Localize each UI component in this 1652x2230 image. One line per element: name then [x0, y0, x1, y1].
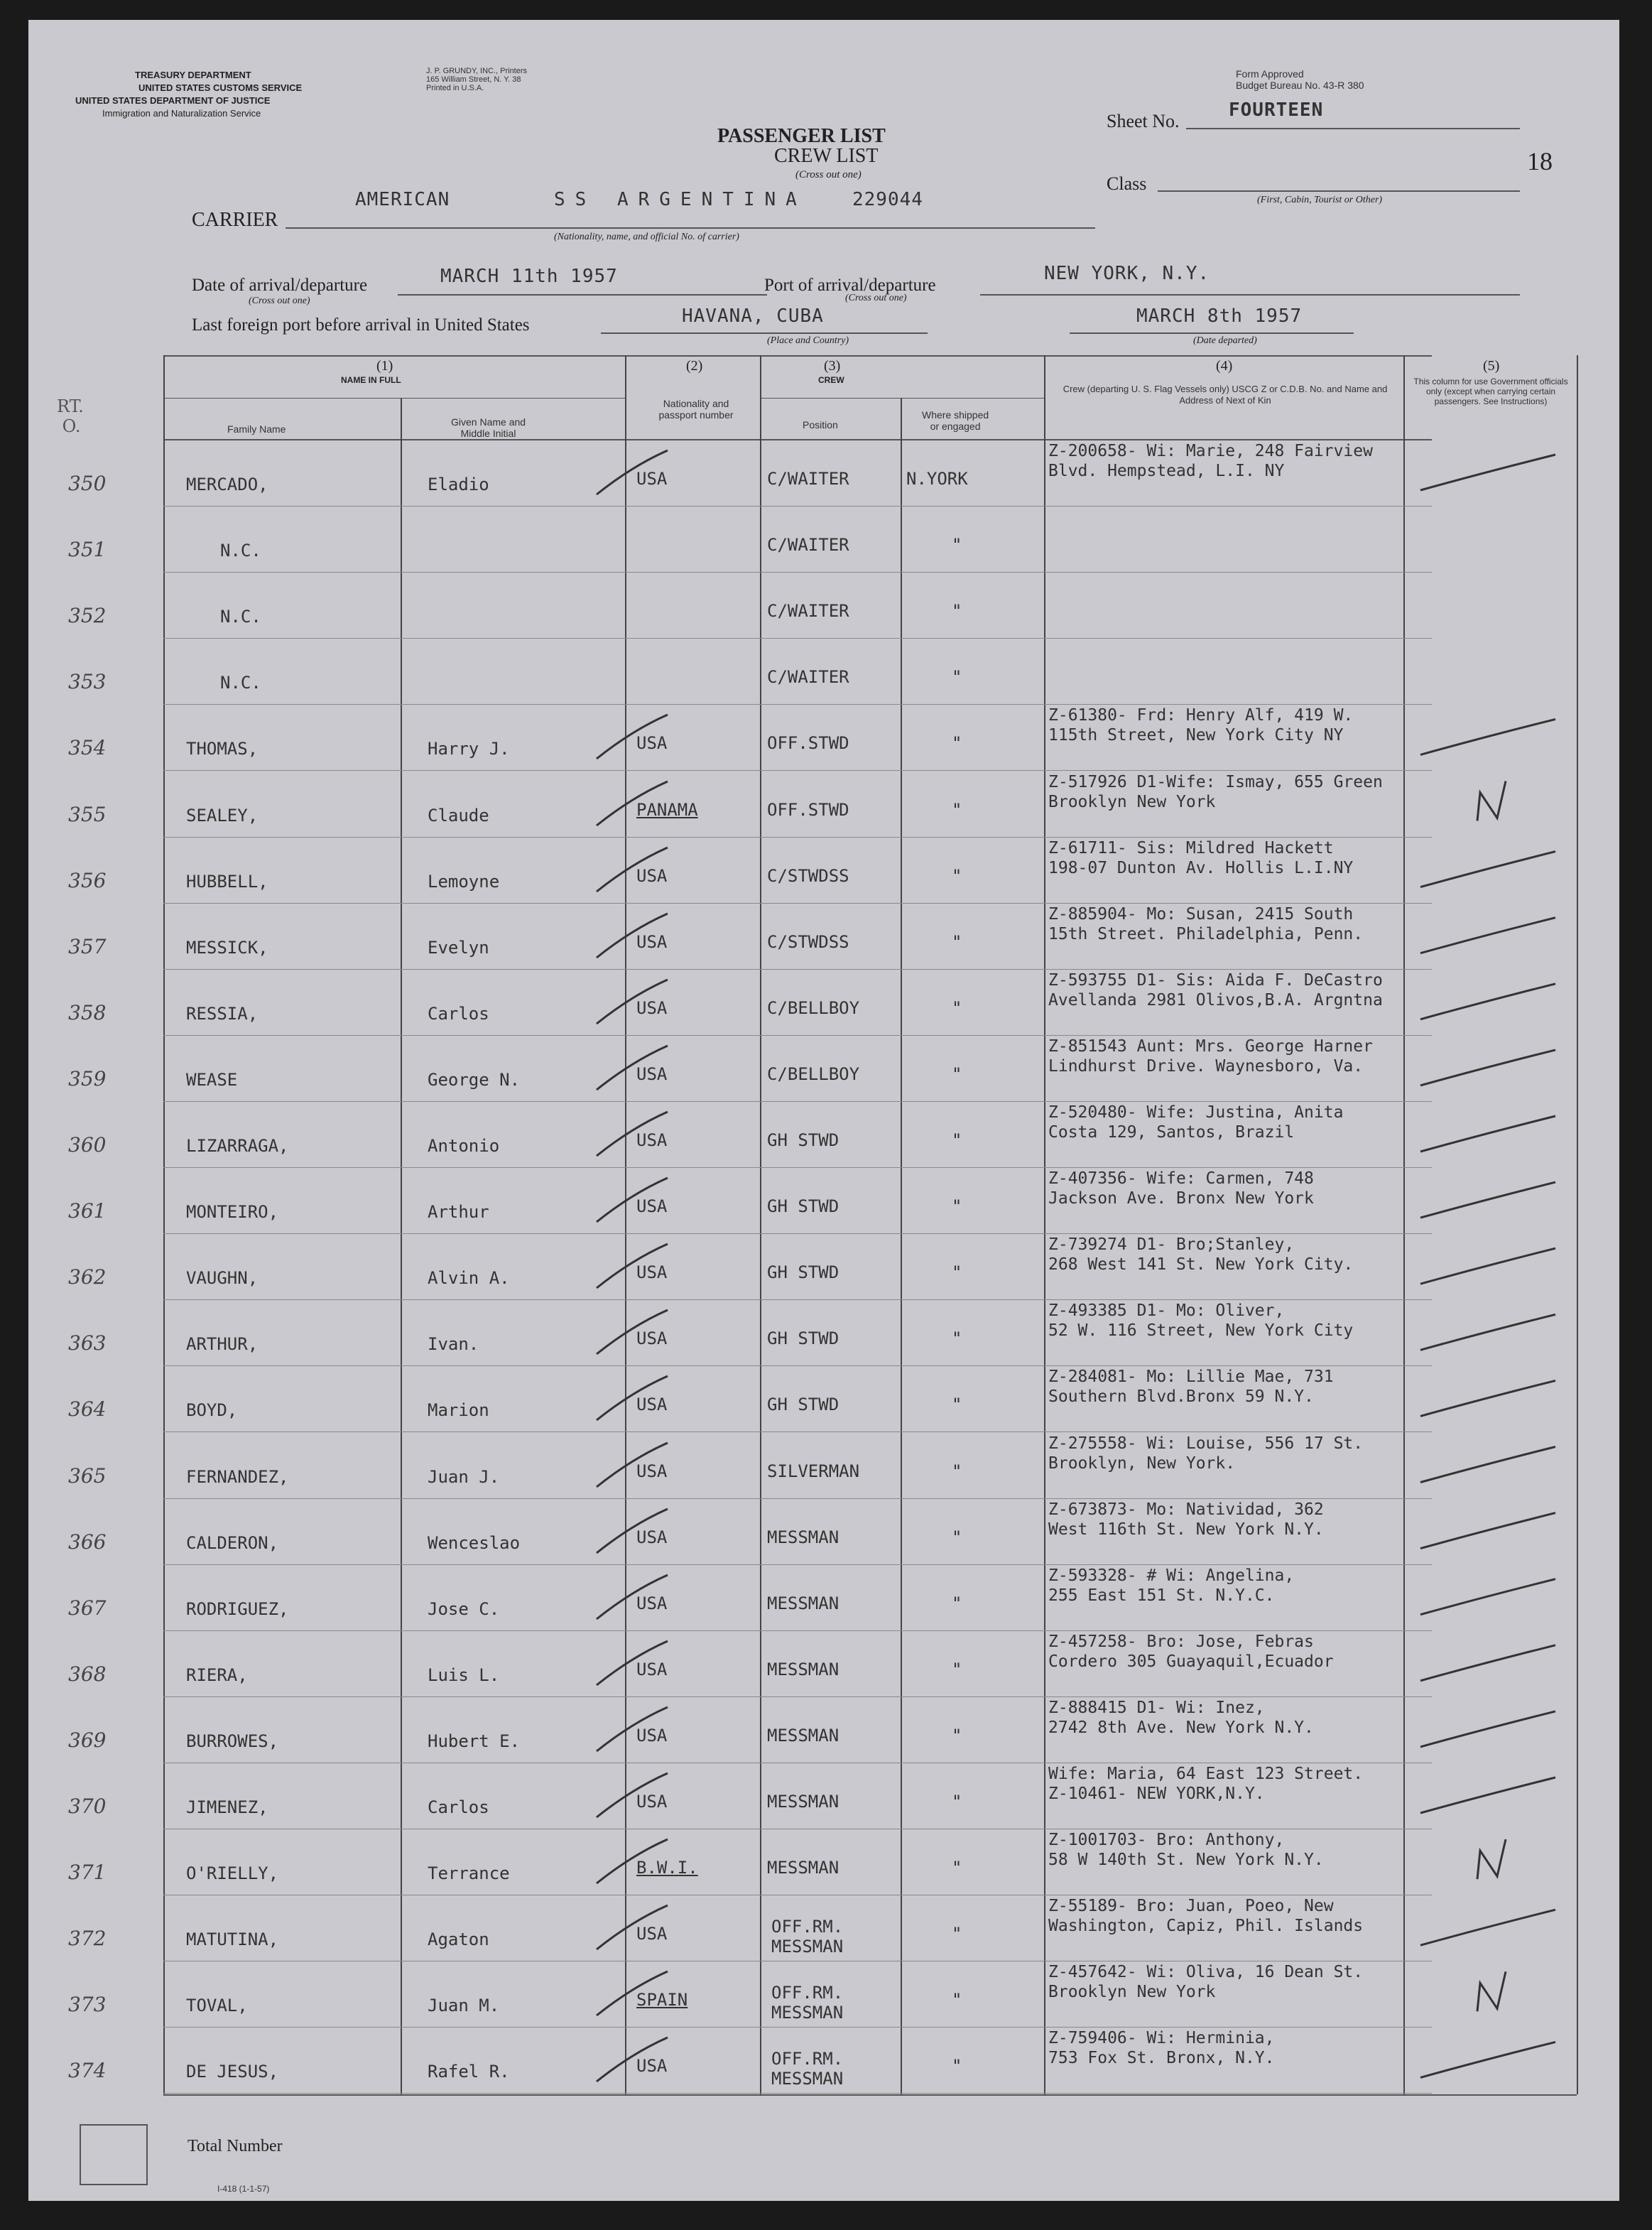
last-port-label: Last foreign port before arrival in United States: [192, 315, 530, 335]
tick-mark: [589, 842, 675, 899]
col-4-number: (4): [1216, 358, 1233, 374]
col-3-title: CREW: [818, 375, 844, 385]
date-departed-value: MARCH 8th 1957: [1136, 305, 1303, 327]
position: GH STWD: [767, 1328, 839, 1349]
row-number: 362: [68, 1265, 107, 1289]
nationality: USA: [636, 1527, 668, 1547]
carrier-hint: (Nationality, name, and official No. of carrier): [554, 232, 739, 242]
tick-mark: [589, 908, 675, 965]
check-n: [1477, 1839, 1506, 1879]
family-name: RESSIA,: [186, 1003, 259, 1024]
row-number: 373: [68, 1993, 107, 2017]
nationality: PANAMA: [636, 799, 698, 820]
carrier-ship: SS ARGENTINA: [554, 189, 807, 210]
position: C/WAITER: [767, 667, 849, 688]
cross-out-one-3: (Cross out one): [845, 293, 907, 303]
next-of-kin-line-2: Avellanda 2981 Olivos,B.A. Argntna: [1048, 990, 1383, 1010]
tick-mark: [589, 1768, 675, 1824]
row-number: 364: [68, 1397, 107, 1422]
tick-mark: [589, 1834, 675, 1890]
position: MESSMAN: [767, 1792, 839, 1812]
check-line: [1420, 1711, 1555, 1747]
given-name: Carlos: [428, 1003, 489, 1024]
next-of-kin-line-2: Washington, Capiz, Phil. Islands: [1048, 1917, 1364, 1936]
family-name: SEALEY,: [186, 805, 259, 826]
given-name: Hubert E.: [428, 1731, 521, 1751]
row-number: 368: [68, 1662, 107, 1686]
col-next-of-kin: Crew (departing U. S. Flag Vessels only) USCG Z or C.D.B. No. and Name and Address of Next of Kin: [1063, 384, 1388, 406]
where-engaged: ": [952, 733, 962, 754]
tick-mark: [589, 1701, 675, 1758]
col-family-name: Family Name: [227, 423, 286, 435]
family-name: BOYD,: [186, 1400, 238, 1421]
given-name: Lemoyne: [428, 871, 500, 892]
row-number: 357: [68, 934, 107, 958]
where-engaged: ": [952, 799, 962, 820]
position: GH STWD: [767, 1130, 839, 1150]
family-name: N.C.: [220, 673, 261, 693]
tick-mark: [589, 1238, 675, 1295]
nationality: USA: [636, 1924, 668, 1944]
next-of-kin-line-1: Z-61711- Sis: Mildred Hackett: [1048, 838, 1334, 857]
family-name: MONTEIRO,: [186, 1202, 279, 1223]
family-name: VAUGHN,: [186, 1268, 259, 1289]
next-of-kin-line-1: Z-457258- Bro: Jose, Febras: [1048, 1632, 1314, 1651]
check-line: [1420, 1314, 1555, 1350]
row-number: 354: [68, 736, 107, 760]
arrival-port: NEW YORK, N.Y.: [1044, 263, 1210, 284]
check-line: [1420, 1645, 1555, 1681]
position: OFF.STWD: [767, 733, 849, 754]
family-name: WEASE: [186, 1069, 238, 1090]
where-engaged: ": [952, 1725, 962, 1745]
nationality: USA: [636, 2056, 668, 2077]
nationality: USA: [636, 1196, 668, 1217]
row-number: 370: [68, 1795, 107, 1818]
row-number: 367: [68, 1596, 107, 1620]
given-name: Ivan.: [428, 1334, 479, 1355]
cross-out-one-2: (Cross out one): [249, 296, 310, 306]
position: C/BELLBOY: [767, 997, 860, 1018]
col-government: This column for use Government officials only (except when carrying certain passengers. See Instructions): [1413, 377, 1568, 406]
nationality: USA: [636, 1395, 668, 1415]
check-line: [1420, 1447, 1555, 1483]
position: C/STWDSS: [767, 865, 849, 886]
where-engaged: ": [952, 1063, 962, 1084]
check-line: [1420, 1910, 1555, 1945]
nationality: USA: [636, 1659, 668, 1679]
date-departed-hint: (Date departed): [1193, 335, 1257, 346]
row-number: 366: [68, 1530, 107, 1554]
next-of-kin-line-1: Z-888415 D1- Wi: Inez,: [1048, 1698, 1265, 1717]
next-of-kin-line-2: Lindhurst Drive. Waynesboro, Va.: [1048, 1056, 1364, 1076]
row-number: 359: [68, 1066, 107, 1090]
given-name: Harry J.: [428, 739, 510, 759]
tick-mark: [589, 776, 675, 833]
col-shipped: Where shipped or engaged: [922, 409, 989, 432]
family-name: HUBBELL,: [186, 871, 268, 892]
given-name: Eladio: [428, 475, 489, 494]
next-of-kin-line-1: Z-1001703- Bro: Anthony,: [1048, 1831, 1285, 1850]
next-of-kin-line-1: Z-520480- Wife: Justina, Anita: [1048, 1103, 1344, 1122]
given-name: Jose C.: [428, 1598, 500, 1619]
nationality: USA: [636, 1725, 668, 1745]
agency-1: TREASURY DEPARTMENT: [135, 70, 251, 80]
where-engaged: ": [952, 931, 962, 952]
position-2: MESSMAN: [771, 1937, 844, 1957]
check-line: [1420, 2042, 1555, 2077]
tick-mark: [589, 1040, 675, 1097]
family-name: JIMENEZ,: [186, 1797, 268, 1817]
given-name: George N.: [428, 1069, 521, 1090]
where-engaged: ": [952, 1659, 962, 1679]
check-line: [1420, 455, 1555, 490]
where-engaged: ": [952, 1328, 962, 1349]
nationality: USA: [636, 469, 668, 489]
where-engaged: ": [952, 1792, 962, 1812]
check-line: [1420, 1579, 1555, 1615]
check-line: [1420, 852, 1555, 887]
given-name: Rafel R.: [428, 2062, 510, 2082]
next-of-kin-line-2: 198-07 Dunton Av. Hollis L.I.NY: [1048, 858, 1354, 877]
col-given-name: Given Name and Middle Initial: [451, 416, 526, 439]
row-number: 350: [68, 472, 107, 495]
check-line: [1420, 984, 1555, 1019]
check-line: [1420, 918, 1555, 953]
where-engaged: ": [952, 1395, 962, 1415]
col-nationality: Nationality and passport number: [658, 398, 734, 421]
next-of-kin-line-1: Z-493385 D1- Mo: Oliver,: [1048, 1301, 1285, 1321]
where-engaged: ": [952, 601, 962, 622]
form-approved: Form Approved: [1236, 68, 1304, 80]
where-engaged: ": [952, 667, 962, 688]
next-of-kin-line-1: Z-759406- Wi: Herminia,: [1048, 2029, 1275, 2048]
given-name: Alvin A.: [428, 1268, 510, 1289]
position: OFF.RM.: [771, 1917, 844, 1937]
next-of-kin-line-1: Z-61380- Frd: Henry Alf, 419 W.: [1048, 706, 1354, 725]
last-port-hint: (Place and Country): [767, 335, 849, 346]
row-number: 365: [68, 1463, 107, 1488]
next-of-kin-line-2: 255 East 151 St. N.Y.C.: [1048, 1586, 1275, 1605]
row-number: 361: [68, 1199, 107, 1223]
next-of-kin-line-1: Z-593755 D1- Sis: Aida F. DeCastro: [1048, 970, 1383, 990]
tick-mark: [589, 1370, 675, 1427]
next-of-kin-line-2: 52 W. 116 Street, New York City: [1048, 1321, 1354, 1341]
family-name: LIZARRAGA,: [186, 1136, 289, 1156]
position: OFF.STWD: [767, 799, 849, 820]
nationality: USA: [636, 931, 668, 952]
given-name: Wenceslao: [428, 1532, 521, 1553]
manifest-sheet: [28, 20, 1619, 2201]
position: C/STWDSS: [767, 931, 849, 952]
check-line: [1420, 1248, 1555, 1284]
family-name: MERCADO,: [186, 475, 268, 494]
check-n: [1477, 781, 1506, 821]
class-label: Class: [1107, 173, 1147, 194]
nationality: SPAIN: [636, 1990, 688, 2010]
where-engaged: ": [952, 997, 962, 1018]
position: GH STWD: [767, 1395, 839, 1415]
form-number: I-418 (1-1-57): [217, 2184, 270, 2194]
tick-mark: [589, 974, 675, 1031]
position: OFF.RM.: [771, 2049, 844, 2069]
next-of-kin-line-2: Brooklyn New York: [1048, 792, 1216, 811]
next-of-kin-line-2: 2742 8th Ave. New York N.Y.: [1048, 1718, 1314, 1737]
nationality: USA: [636, 1461, 668, 1481]
last-port-value: HAVANA, CUBA: [682, 305, 824, 327]
where-engaged: ": [952, 1990, 962, 2010]
check-marks: [1406, 440, 1577, 2096]
nationality: B.W.I.: [636, 1858, 698, 1878]
check-line: [1420, 1116, 1555, 1152]
carrier-number: 229044: [852, 189, 923, 210]
col-5-number: (5): [1483, 358, 1500, 374]
nationality: USA: [636, 1130, 668, 1150]
family-name: N.C.: [220, 607, 261, 627]
budget-bureau: Budget Bureau No. 43-R 380: [1236, 80, 1364, 91]
where-engaged: N.YORK: [906, 469, 968, 489]
position: C/WAITER: [767, 469, 849, 489]
where-engaged: ": [952, 1262, 962, 1283]
nationality: USA: [636, 865, 668, 886]
col-1-number: (1): [376, 358, 393, 374]
given-name: Agaton: [428, 1929, 489, 1950]
position: MESSMAN: [767, 1659, 839, 1679]
nationality: USA: [636, 1792, 668, 1812]
tick-mark: [589, 445, 675, 502]
row-number: 356: [68, 868, 107, 892]
position: GH STWD: [767, 1262, 839, 1283]
next-of-kin-line-2: 58 W 140th St. New York N.Y.: [1048, 1851, 1324, 1870]
check-line: [1420, 719, 1555, 754]
nationality: USA: [636, 1328, 668, 1349]
family-name: CALDERON,: [186, 1532, 279, 1553]
given-name: Carlos: [428, 1797, 489, 1817]
carrier-nationality: AMERICAN: [355, 189, 450, 210]
family-name: THOMAS,: [186, 739, 259, 759]
where-engaged: ": [952, 1130, 962, 1150]
next-of-kin-line-1: Z-457642- Wi: Oliva, 16 Dean St.: [1048, 1963, 1364, 1982]
title-crew-list: CREW LIST: [774, 145, 879, 167]
position: MESSMAN: [767, 1725, 839, 1745]
where-engaged: ": [952, 1924, 962, 1944]
row-number: 352: [68, 604, 107, 628]
next-of-kin-line-2: 753 Fox St. Bronx, N.Y.: [1048, 2049, 1275, 2068]
rt-header: RT. O.: [57, 396, 84, 436]
nationality: USA: [636, 997, 668, 1018]
tick-mark: [589, 1304, 675, 1361]
given-name: Terrance: [428, 1863, 510, 1884]
check-line: [1420, 1513, 1555, 1549]
row-number: 360: [68, 1133, 107, 1157]
position: C/WAITER: [767, 535, 849, 556]
next-of-kin-line-2: 15th Street. Philadelphia, Penn.: [1048, 924, 1364, 943]
next-of-kin-line-2: Blvd. Hempstead, L.I. NY: [1048, 462, 1285, 480]
arrival-date: MARCH 11th 1957: [440, 266, 618, 287]
given-name: Claude: [428, 805, 489, 826]
next-of-kin-line-1: Z-200658- Wi: Marie, 248 Fairview: [1048, 442, 1373, 460]
sheet-no-label: Sheet No.: [1107, 111, 1180, 131]
next-of-kin-line-2: Brooklyn, New York.: [1048, 1454, 1236, 1473]
family-name: BURROWES,: [186, 1731, 279, 1751]
where-engaged: ": [952, 1593, 962, 1613]
next-of-kin-line-1: Z-407356- Wife: Carmen, 748: [1048, 1169, 1314, 1189]
class-hint: (First, Cabin, Tourist or Other): [1257, 195, 1383, 205]
tick-mark: [589, 1503, 675, 1560]
position: MESSMAN: [767, 1858, 839, 1878]
next-of-kin-line-2: Jackson Ave. Bronx New York: [1048, 1189, 1314, 1208]
title-passenger-list: PASSENGER LIST: [717, 125, 886, 147]
printer-info: J. P. GRUNDY, INC., Printers 165 William Street, N. Y. 38 Printed in U.S.A.: [426, 67, 528, 92]
row-number: 353: [68, 670, 107, 694]
family-name: ARTHUR,: [186, 1334, 259, 1355]
next-of-kin-line-1: Z-673873- Mo: Natividad, 362: [1048, 1500, 1324, 1519]
tick-mark: [589, 1966, 675, 2023]
row-number: 374: [68, 2059, 107, 2083]
tick-mark: [589, 2032, 675, 2089]
next-of-kin-line-2: Southern Blvd.Bronx 59 N.Y.: [1048, 1387, 1314, 1407]
next-of-kin-line-1: Z-851543 Aunt: Mrs. George Harner: [1048, 1036, 1373, 1056]
next-of-kin-line-1: Z-275558- Wi: Louise, 556 17 St.: [1048, 1434, 1364, 1453]
family-name: TOVAL,: [186, 1996, 248, 2016]
nationality: USA: [636, 1593, 668, 1613]
tick-mark: [589, 1900, 675, 1956]
given-name: Luis L.: [428, 1665, 500, 1685]
col-position: Position: [803, 419, 838, 431]
given-name: Arthur: [428, 1202, 489, 1223]
check-line: [1420, 1777, 1555, 1813]
agency-3: UNITED STATES DEPARTMENT OF JUSTICE: [75, 95, 271, 106]
page-number: 18: [1527, 147, 1553, 175]
nationality: USA: [636, 1063, 668, 1084]
next-of-kin-line-1: Z-55189- Bro: Juan, Poeo, New: [1048, 1897, 1334, 1916]
given-name: Juan J.: [428, 1466, 500, 1487]
next-of-kin-line-1: Wife: Maria, 64 East 123 Street.: [1048, 1765, 1364, 1783]
check-line: [1420, 1050, 1555, 1086]
where-engaged: ": [952, 1461, 962, 1481]
tick-mark: [589, 1106, 675, 1163]
col-2-number: (2): [686, 358, 703, 374]
next-of-kin-line-2: Costa 129, Santos, Brazil: [1048, 1123, 1295, 1142]
row-number: 358: [68, 1000, 107, 1024]
where-engaged: ": [952, 2056, 962, 2077]
row-number: 369: [68, 1728, 107, 1752]
position-2: MESSMAN: [771, 2003, 844, 2023]
where-engaged: ": [952, 1196, 962, 1217]
row-number: 355: [68, 802, 107, 826]
given-name: Antonio: [428, 1136, 500, 1156]
next-of-kin-line-2: Cordero 305 Guayaquil,Ecuador: [1048, 1652, 1334, 1671]
position: OFF.RM.: [771, 1983, 844, 2003]
family-name: RIERA,: [186, 1665, 248, 1685]
agency-2: UNITED STATES CUSTOMS SERVICE: [138, 82, 303, 93]
row-number: 372: [68, 1927, 107, 1951]
next-of-kin-line-2: West 116th St. New York N.Y.: [1048, 1520, 1324, 1539]
cross-out-one-1: (Cross out one): [795, 169, 862, 180]
next-of-kin-line-2: Brooklyn New York: [1048, 1983, 1216, 2002]
next-of-kin-line-1: Z-885904- Mo: Susan, 2415 South: [1048, 904, 1354, 924]
next-of-kin-line-1: Z-284081- Mo: Lillie Mae, 731: [1048, 1368, 1334, 1387]
check-line: [1420, 1380, 1555, 1416]
col-3-number: (3): [824, 358, 841, 374]
total-number-label: Total Number: [188, 2137, 283, 2155]
where-engaged: ": [952, 865, 962, 886]
date-arrival-label: Date of arrival/departure: [192, 276, 368, 295]
position-2: MESSMAN: [771, 2069, 844, 2089]
row-number: 351: [68, 538, 107, 562]
sheet-no-value: FOURTEEN: [1229, 99, 1324, 121]
col-1-title: NAME IN FULL: [341, 375, 401, 385]
total-number-box: [80, 2124, 148, 2185]
tick-mark: [589, 1172, 675, 1229]
position: MESSMAN: [767, 1527, 839, 1547]
family-name: MESSICK,: [186, 937, 268, 958]
next-of-kin-line-2: 268 West 141 St. New York City.: [1048, 1255, 1354, 1274]
nationality: USA: [636, 1262, 668, 1283]
check-line: [1420, 1182, 1555, 1218]
next-of-kin-line-2: Z-10461- NEW YORK,N.Y.: [1048, 1785, 1265, 1803]
position: SILVERMAN: [767, 1461, 860, 1481]
family-name: RODRIGUEZ,: [186, 1598, 289, 1619]
where-engaged: ": [952, 535, 962, 556]
position: C/BELLBOY: [767, 1063, 860, 1084]
where-engaged: ": [952, 1858, 962, 1878]
position: MESSMAN: [767, 1593, 839, 1613]
tick-mark: [589, 1437, 675, 1494]
row-number: 363: [68, 1331, 107, 1355]
agency-4: Immigration and Naturalization Service: [102, 108, 261, 119]
check-n: [1477, 1971, 1506, 2011]
family-name: DE JESUS,: [186, 2062, 279, 2082]
family-name: MATUTINA,: [186, 1929, 279, 1950]
given-name: Evelyn: [428, 937, 489, 958]
row-number: 371: [68, 1861, 107, 1885]
given-name: Marion: [428, 1400, 489, 1421]
family-name: O'RIELLY,: [186, 1863, 279, 1884]
next-of-kin-line-1: Z-593328- # Wi: Angelina,: [1048, 1566, 1295, 1585]
tick-mark: [589, 709, 675, 766]
family-name: FERNANDEZ,: [186, 1466, 289, 1487]
family-name: N.C.: [220, 541, 261, 561]
position: GH STWD: [767, 1196, 839, 1217]
next-of-kin-line-1: Z-517926 D1-Wife: Ismay, 655 Green: [1048, 772, 1383, 791]
where-engaged: ": [952, 1527, 962, 1547]
port-arrival-label: Port of arrival/departure: [764, 276, 936, 295]
carrier-label: CARRIER: [192, 209, 278, 231]
given-name: Juan M.: [428, 1996, 500, 2016]
tick-mark: [589, 1569, 675, 1626]
nationality: USA: [636, 733, 668, 754]
position: C/WAITER: [767, 601, 849, 622]
next-of-kin-line-1: Z-739274 D1- Bro;Stanley,: [1048, 1235, 1295, 1255]
tick-mark: [589, 1635, 675, 1692]
next-of-kin-line-2: 115th Street, New York City NY: [1048, 726, 1344, 745]
